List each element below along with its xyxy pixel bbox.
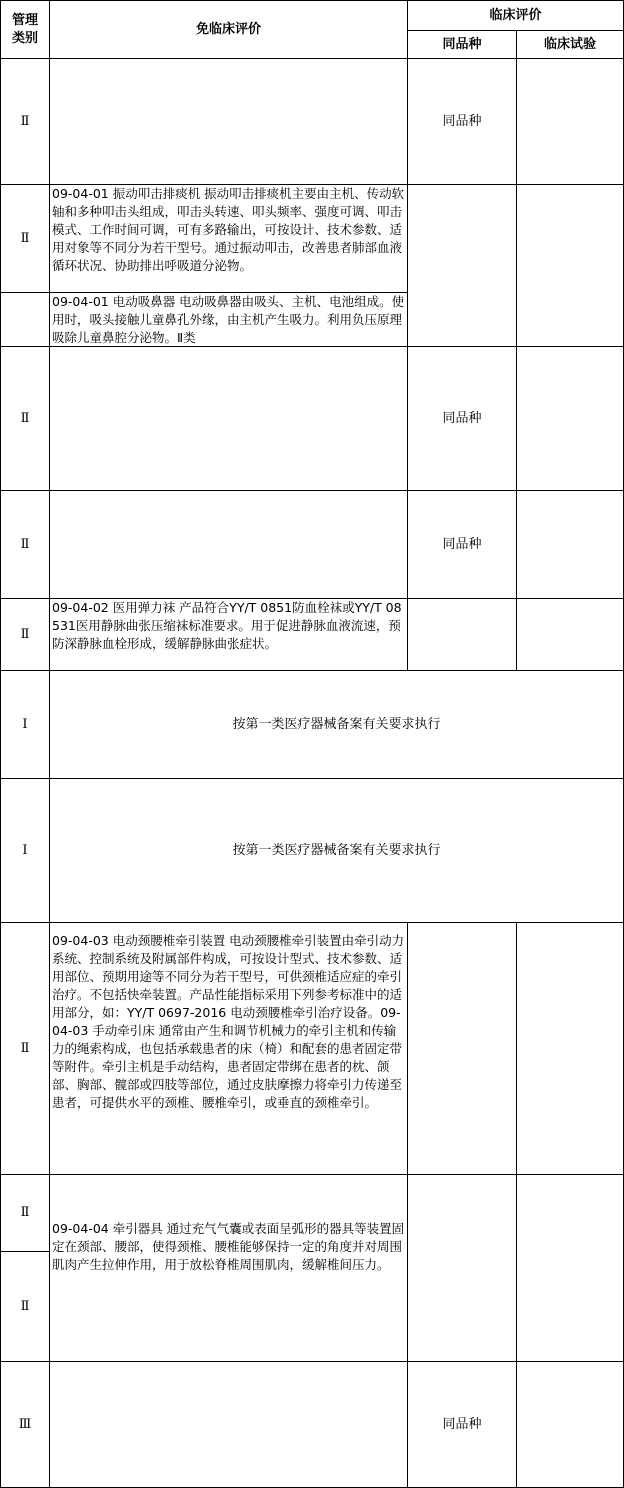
header-clinical-trial: 临床试验 — [543, 36, 596, 52]
row-category: Ⅲ — [18, 1416, 32, 1432]
header-category — [1, 1, 49, 58]
row-same-variety: 同品种 — [442, 536, 482, 552]
row-merged-note: 按第一类医疗器械备案有关要求执行 — [232, 716, 441, 732]
header-category-line2: 类别 — [11, 30, 38, 46]
row-category: Ⅱ — [20, 626, 30, 642]
row-category: Ⅱ — [20, 230, 30, 246]
row-category: Ⅰ — [22, 716, 28, 732]
row-merged-note: 按第一类医疗器械备案有关要求执行 — [232, 842, 441, 858]
row-description: 09-04-01 振动叩击排痰机 振动叩击排痰机主要由主机、传动软轴和多种叩击头组成，叩击头转速、叩头频率、强度可调、叩击模式、工作时间可调，可有多路输出，可按设计、技术参数、适用对象等不同分为若干型号。通过振动叩击，改善患者肺部血液循环状况、协助排出呼吸道分泌物。 — [52, 186, 405, 273]
row-description: 09-04-01 电动吸鼻器 电动吸鼻器由吸头、主机、电池组成。使用时，吸头接触儿童鼻孔外缘，由主机产生吸力。利用负压原理吸除儿童鼻腔分泌物。Ⅱ类 — [52, 294, 405, 345]
row-category: Ⅱ — [20, 1040, 30, 1056]
row-same-variety: 同品种 — [442, 410, 482, 426]
row-description: 09-04-02 医用弹力袜 产品符合YY/T 0851防血栓袜或YY/T 08531医用静脉曲张压缩袜标准要求。用于促进静脉血液流速，预防深静脉血栓形成，缓解静脉曲张症状。 — [52, 600, 402, 651]
row-same-variety: 同品种 — [442, 1416, 482, 1432]
row-category: Ⅱ — [20, 1205, 30, 1220]
row-category: Ⅰ — [22, 842, 28, 858]
header-same-variety: 同品种 — [442, 36, 482, 52]
row-category: Ⅱ — [20, 1298, 30, 1314]
row-category: Ⅱ — [20, 536, 30, 552]
row-category: Ⅱ — [20, 113, 30, 129]
header-clinical: 临床评价 — [489, 7, 542, 23]
header-category-line1: 管理 — [11, 12, 38, 28]
row-description: 09-04-04 牵引器具 通过充气气囊或表面呈弧形的器具等装置固定在颈部、腰部，使得颈椎、腰椎能够保持一定的角度并对周围肌肉产生拉伸作用，用于放松脊椎周围肌肉，缓解椎间压力。 — [52, 1221, 405, 1272]
row-description: 09-04-03 电动颈腰椎牵引装置 电动颈腰椎牵引装置由牵引动力系统、控制系统及附属部件构成，可按设计型式、技术参数、适用部位、预期用途等不同分为若干型号，可供颈椎适应症的牵引治疗。不包括快牵装置。产品性能指标采用下列参考标准中的适用部分，如：YY/T 0697-2016 电动颈腰椎牵引治疗设备。09-04-03 手动牵引床 通常由产生和调节机械力的牵引主机和传输力的绳索构成，也包括承载患者的床（椅）和配套的患者固定带等附件。牵引主机是手动结构，患者固定带绑在患者的枕、颌部、胸部、髋部或四肢等部位，通过皮肤摩擦力将牵引力传递至患者，可提供水平的颈椎、腰椎牵引，或垂直的颈椎牵引。 — [52, 933, 405, 1110]
row-same-variety: 同品种 — [442, 113, 482, 129]
header-exempt: 免临床评价 — [195, 21, 261, 37]
row-category: Ⅱ — [20, 410, 30, 426]
